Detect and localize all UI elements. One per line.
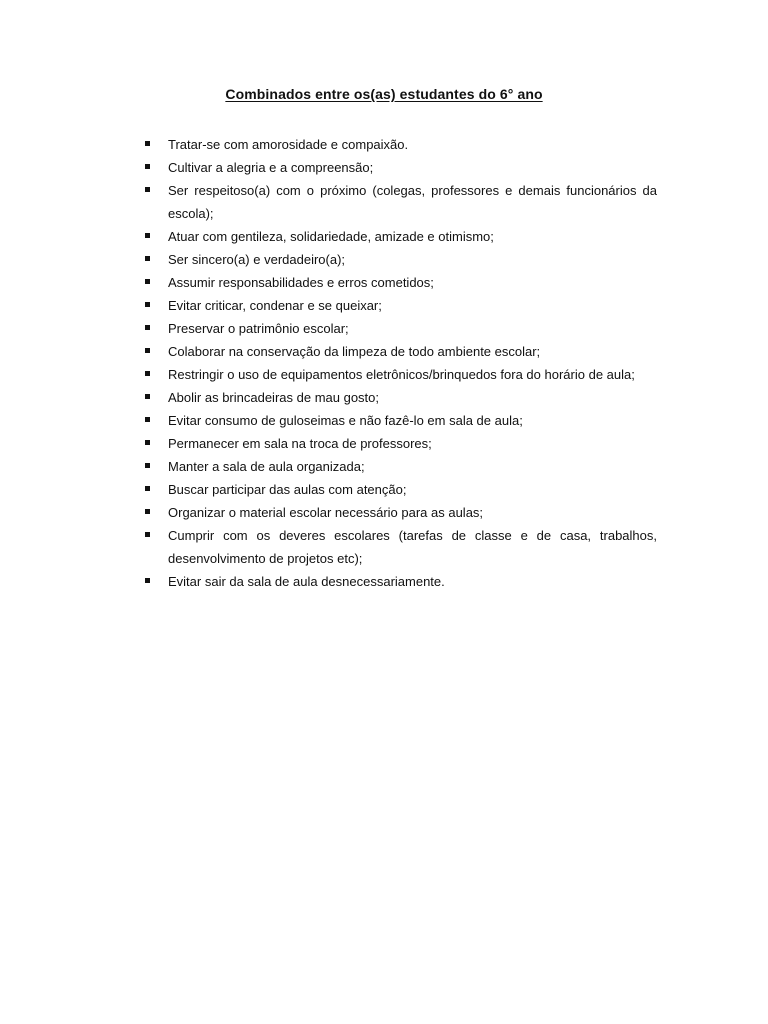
rule-text: Assumir responsabilidades e erros cometidos; [168,275,434,290]
rule-item [145,386,657,409]
rule-text: Tratar-se com amorosidade e compaixão. [168,137,409,152]
square-bullet-icon [145,578,150,583]
rule-item [145,156,657,179]
rule-text: Cultivar a alegria e a compreensão; [168,160,374,175]
rule-item [145,179,657,225]
square-bullet-icon [145,440,150,445]
rule-text: Organizar o material escolar necessário para as aulas; [168,505,484,520]
rules-list [145,133,657,593]
rule-text: Ser sincero(a) e verdadeiro(a); [168,252,346,267]
rule-item [145,478,657,501]
square-bullet-icon [145,394,150,399]
rule-text: Buscar participar das aulas com atenção; [168,482,407,497]
rule-text: Colaborar na conservação da limpeza de todo ambiente escolar; [168,344,541,359]
square-bullet-icon [145,486,150,491]
square-bullet-icon [145,164,150,169]
rule-item [145,225,657,248]
rule-text: Restringir o uso de equipamentos eletrônicos/brinquedos fora do horário de aula; [168,367,635,382]
square-bullet-icon [145,348,150,353]
rule-item [145,432,657,455]
square-bullet-icon [145,371,150,376]
rule-text: Evitar sair da sala de aula desnecessariamente. [168,574,445,589]
square-bullet-icon [145,532,150,537]
rule-item [145,524,657,570]
square-bullet-icon [145,256,150,261]
rule-text: Evitar criticar, condenar e se queixar; [168,298,382,313]
rule-item [145,294,657,317]
square-bullet-icon [145,509,150,514]
rule-item [145,363,657,386]
rule-text: Preservar o patrimônio escolar; [168,321,349,336]
rule-item [145,570,657,593]
rule-text: Manter a sala de aula organizada; [168,459,365,474]
rule-text: Evitar consumo de guloseimas e não fazê-lo em sala de aula; [168,413,523,428]
square-bullet-icon [145,233,150,238]
document-title: Combinados entre os(as) estudantes do 6° ano [225,86,543,102]
rule-item [145,317,657,340]
square-bullet-icon [145,279,150,284]
rule-text: Permanecer em sala na troca de professores; [168,436,432,451]
rule-item [145,340,657,363]
square-bullet-icon [145,463,150,468]
rule-item [145,501,657,524]
square-bullet-icon [145,417,150,422]
square-bullet-icon [145,187,150,192]
rule-item [145,133,657,156]
rule-item [145,271,657,294]
square-bullet-icon [145,302,150,307]
rule-text: Atuar com gentileza, solidariedade, amizade e otimismo; [168,229,494,244]
rule-item [145,455,657,478]
square-bullet-icon [145,325,150,330]
rule-text: Ser respeitoso(a) com o próximo (colegas, professores e demais funcionários da escola); [168,183,657,221]
rule-text: Cumprir com os deveres escolares (tarefas de classe e de casa, trabalhos, desenvolvimento de projetos etc); [168,528,657,566]
rule-item [145,248,657,271]
rule-item [145,409,657,432]
rule-text: Abolir as brincadeiras de mau gosto; [168,390,380,405]
square-bullet-icon [145,141,150,146]
